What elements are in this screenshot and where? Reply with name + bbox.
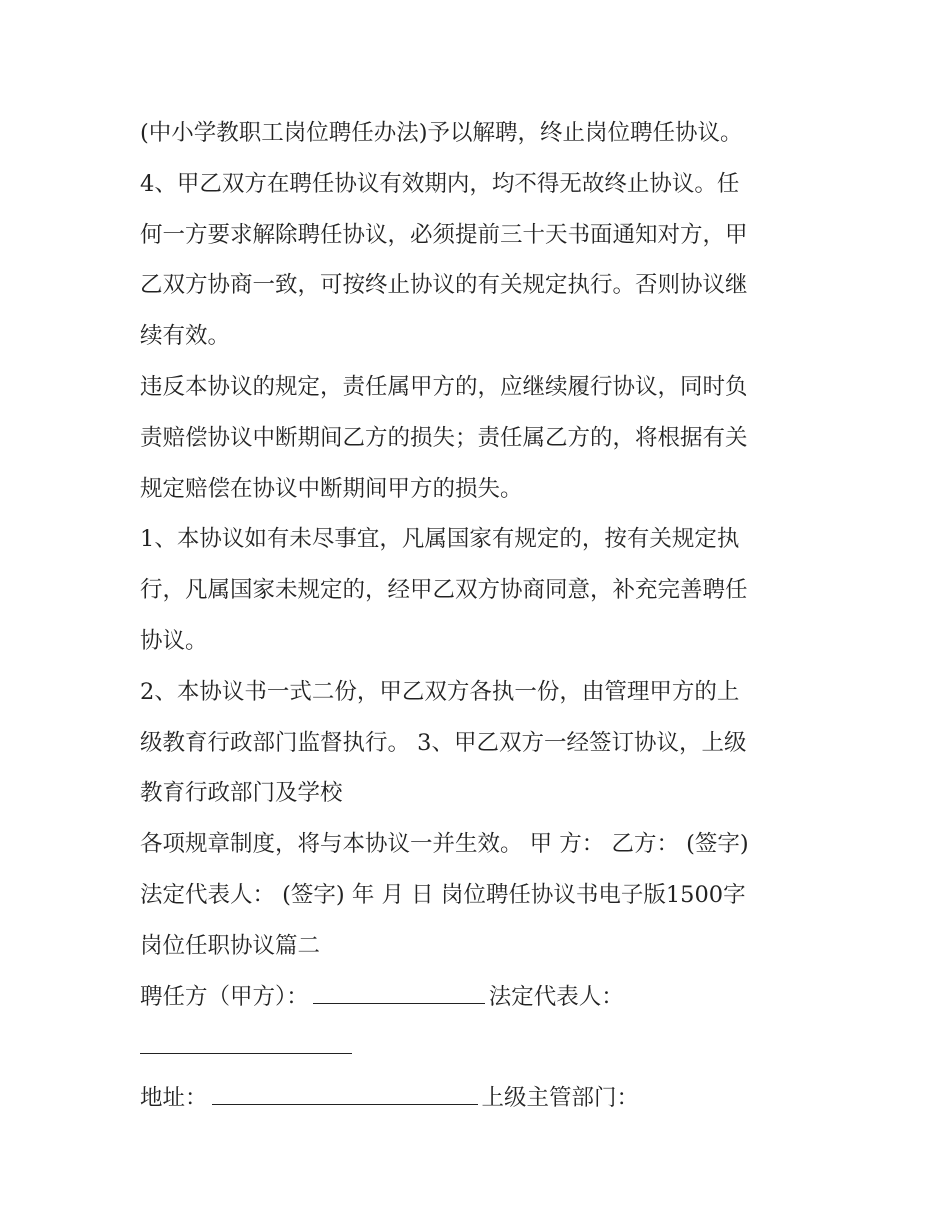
text-line: 级教育行政部门监督执行。 3、甲乙双方一经签订协议，上级 xyxy=(140,729,747,756)
text-line: 2、本协议书一式二份，甲乙双方各执一份，由管理甲方的上 xyxy=(140,678,740,705)
document-body xyxy=(140,108,840,1124)
legal-rep-label: 法定代表人： xyxy=(488,983,624,1010)
employer-field[interactable] xyxy=(313,981,485,1004)
section-heading: 岗位任职协议篇二 xyxy=(140,932,321,959)
text-line: 何一方要求解除聘任协议，必须提前三十天书面通知对方，甲 xyxy=(140,221,748,248)
text-line: 规定赔偿在协议中断期间甲方的损失。 xyxy=(140,475,523,502)
text-line: 1、本协议如有未尽事宜，凡属国家有规定的，按有关规定执 xyxy=(140,526,740,553)
text-line: 4、甲乙双方在聘任协议有效期内，均不得无故终止协议。任 xyxy=(140,170,740,197)
address-field[interactable] xyxy=(212,1082,478,1105)
legal-rep-row xyxy=(140,1022,840,1073)
legal-rep-field[interactable] xyxy=(140,1031,352,1054)
address-row xyxy=(140,1073,840,1124)
employer-row xyxy=(140,972,840,1023)
text-line: 续有效。 xyxy=(140,323,231,350)
text-line: 法定代表人： (签字) 年 月 日 岗位聘任协议书电子版1500字 xyxy=(140,881,746,908)
text-line: (中小学教职工岗位聘任办法)予以解聘，终止岗位聘任协议。 xyxy=(140,120,743,146)
supervisor-label: 上级主管部门： xyxy=(481,1085,640,1112)
text-line: 乙双方协商一致，可按终止协议的有关规定执行。否则协议继 xyxy=(140,272,748,299)
text-line: 行，凡属国家未规定的，经甲乙双方协商同意，补充完善聘任 xyxy=(140,577,748,604)
text-line: 责赔偿协议中断期间乙方的损失；责任属乙方的，将根据有关 xyxy=(140,424,748,451)
text-line: 违反本协议的规定，责任属甲方的，应继续履行协议，同时负 xyxy=(140,373,748,400)
employer-label: 聘任方（甲方）： xyxy=(140,983,309,1010)
text-line: 教育行政部门及学校 xyxy=(140,780,343,807)
address-label: 地址： xyxy=(140,1085,208,1112)
text-line: 各项规章制度，将与本协议一并生效。 甲 方： 乙方： (签字) xyxy=(140,831,749,858)
text-line: 协议。 xyxy=(140,627,208,654)
